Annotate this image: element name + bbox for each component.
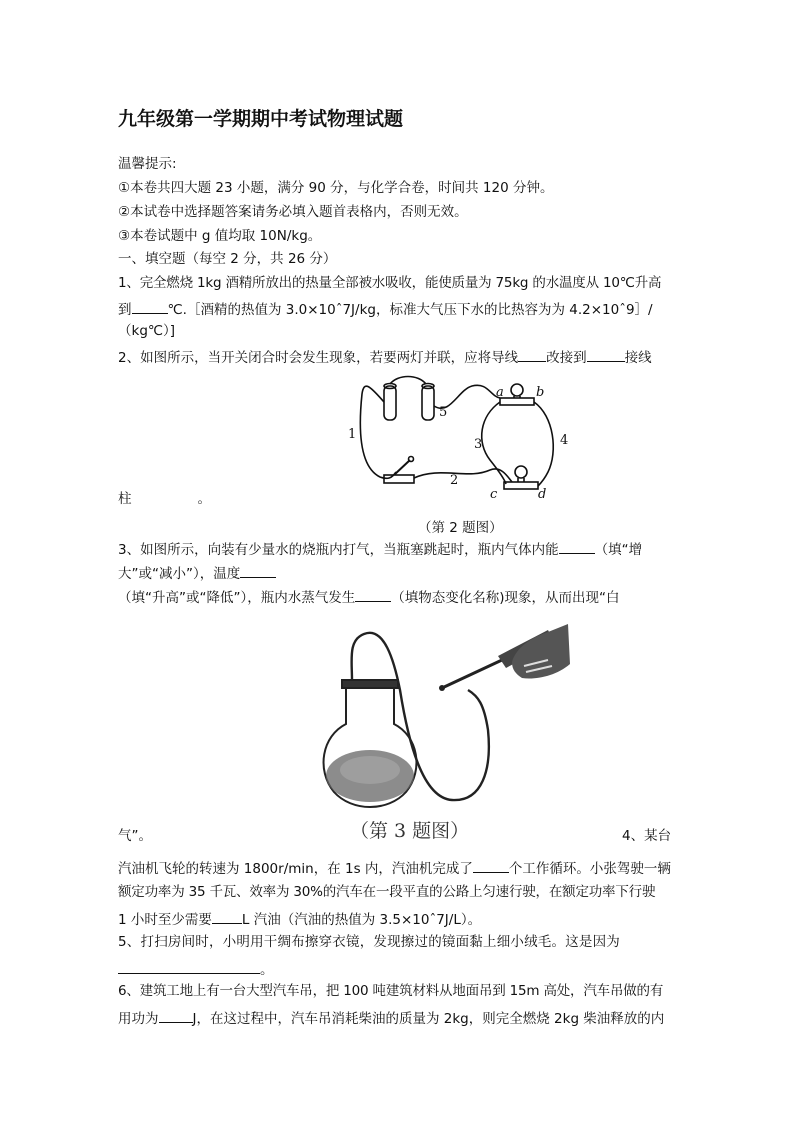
answer-blank[interactable] (587, 349, 625, 362)
terminal-label: d (538, 487, 547, 502)
q3-line: 气”。 (118, 828, 152, 844)
bulb-holder (504, 482, 538, 489)
q4-text: 汽油机飞轮的转速为 1800r/min，在 1s 内，汽油机完成了 (118, 861, 473, 877)
flask-pump-figure (312, 620, 574, 818)
q3-text: （填“增 (594, 542, 643, 558)
answer-blank[interactable] (355, 589, 391, 602)
q4-line: 额定功率为 35 千瓦、效率为 30%的汽车在一段平直的公路上匀速行驶，在额定功率下行驶 (118, 884, 656, 900)
battery-cell (422, 386, 434, 420)
tip-item: ③本卷试题中 g 值均取 10N/kg。 (118, 228, 322, 244)
answer-blank[interactable] (132, 301, 168, 314)
q3-text: （填物态变化名称)现象，从而出现“白 (391, 590, 620, 606)
q2-text: 接线 (624, 350, 652, 366)
bulb-holder (500, 398, 534, 405)
figure-caption: （第 2 题图） (418, 520, 503, 536)
q5-text: 。 (260, 962, 274, 978)
q3-text: 3、如图所示，向装有少量水的烧瓶内打气，当瓶塞跳起时，瓶内气体内能 (118, 542, 559, 558)
battery-cell (384, 386, 396, 420)
q3-line (118, 565, 276, 582)
q6-text: J，在这过程中，汽车吊消耗柴油的质量为 2kg，则完全燃烧 2kg 柴油释放的内 (192, 1011, 665, 1027)
q6-text: 用功为 (118, 1011, 159, 1027)
q1-text: 到 (118, 302, 132, 318)
q6-line: 6、建筑工地上有一台大型汽车吊，把 100 吨建筑材料从地面吊到 15m 高处，汽车吊做的有 (118, 983, 664, 999)
page-title: 九年级第一学期期中考试物理试题 (118, 108, 404, 130)
answer-blank[interactable] (240, 565, 276, 578)
q2-line (118, 493, 211, 507)
wire-label: 4 (560, 433, 569, 448)
q4-text: L 汽油（汽油的热值为 3.5×10ˆ7J/L）。 (241, 912, 482, 928)
wire-label: 3 (474, 437, 483, 452)
answer-blank[interactable] (559, 541, 595, 554)
wire-label: 1 (348, 427, 357, 442)
hand (512, 624, 570, 678)
q1-text: ℃.［酒精的热值为 3.0×10ˆ7J/kg，标准大气压下水的比热容为为 4.2×10ˆ9］/ (167, 302, 653, 318)
q2-text: 2、如图所示，当开关闭合时会发生现象，若要两灯并联，应将导线 (118, 350, 519, 366)
q2-line (118, 349, 652, 366)
q3-text: 大”或“减小”），温度 (118, 566, 241, 582)
q4-text: 1 小时至少需要 (118, 912, 212, 928)
tip-item: ②本试卷中选择题答案请务必填入题首表格内，否则无效。 (118, 204, 468, 220)
terminal-label: c (490, 487, 498, 502)
q3-text: （填“升高”或“降低”），瓶内水蒸气发生 (118, 590, 356, 606)
q3-line (118, 589, 620, 606)
q1-line (118, 301, 653, 318)
answer-blank[interactable] (212, 911, 242, 924)
q6-line (118, 1010, 664, 1027)
q4-start: 4、某台 (622, 828, 672, 844)
terminal-label: b (536, 385, 545, 400)
section-heading: 一、填空题（每空 2 分，共 26 分） (118, 251, 337, 267)
wire-label: 2 (450, 473, 459, 488)
answer-blank[interactable] (118, 961, 260, 974)
circuit-diagram (340, 372, 580, 508)
q3-line (118, 541, 642, 558)
q2-text: 改接到 (546, 350, 587, 366)
q4-text: 个工作循环。小张驾驶一辆 (508, 861, 671, 877)
q5-line: 5、打扫房间时，小明用干绸布擦穿衣镜，发现擦过的镜面黏上细小绒毛。这是因为 (118, 934, 620, 950)
q5-line (118, 961, 274, 978)
answer-blank[interactable] (159, 1010, 193, 1023)
q4-line (118, 860, 671, 877)
figure-caption: （第 3 题图） (350, 820, 470, 842)
tip-item: ①本卷共四大题 23 小题，满分 90 分，与化学合卷，时间共 120 分钟。 (118, 180, 554, 196)
terminal-label: a (496, 385, 504, 400)
wire-label: 5 (439, 405, 448, 420)
tips-heading: 温馨提示: (118, 156, 177, 172)
q2-text: 柱 (118, 491, 132, 507)
answer-blank[interactable] (473, 860, 509, 873)
q2-text: 。 (197, 491, 211, 507)
q4-line (118, 911, 481, 928)
answer-blank[interactable] (518, 349, 546, 362)
switch-base (384, 475, 414, 483)
q1-line: 1、完全燃烧 1kg 酒精所放出的热量全部被水吸收，能使质量为 75kg 的水温度从 10℃升高 (118, 275, 662, 291)
q1-line: （kg℃）] (118, 323, 176, 339)
